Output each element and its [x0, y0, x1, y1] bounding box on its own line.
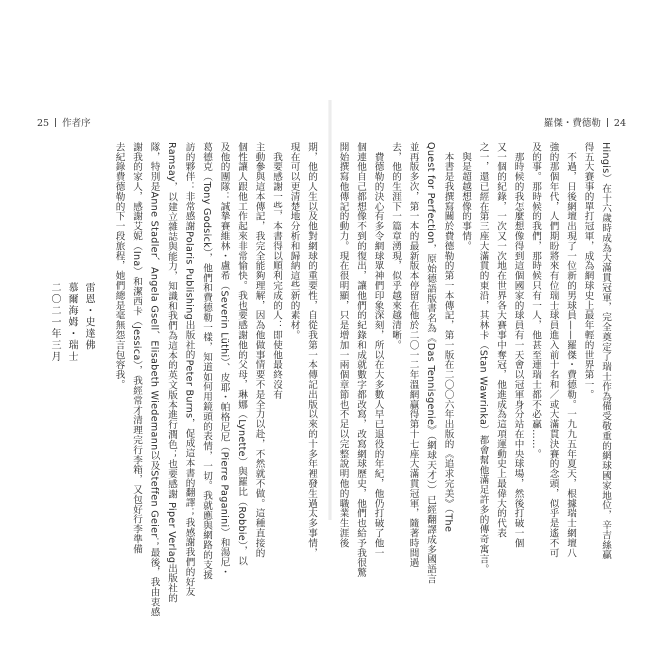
text-column: 個性讓人跟他工作起來非常愉快。我也要感謝他的父母，琳娜（Lynette）與羅比（Robbie），以 [236, 142, 247, 566]
text-column: Hingis）在十六歲時成為大滿貫冠軍，完全奠定了瑞士作為備受敬重的網球國家地位，辛吉絲贏 [600, 142, 611, 560]
text-column: 與是超越想像的事情。 [460, 142, 471, 251]
text-column: 謝我的家人，感謝艾妮（Ina）和潔西卡（Jessica），我經常才清理完行李箱，又包好行李準備 [131, 142, 142, 554]
left-running-title: 作者序 [62, 118, 91, 129]
text-column: 及他的團隊：誠摯賽維林・盧希（Severin Lüthi）、皮耶・帕格尼尼（Pierre Paganini）和湯尼・ [218, 142, 230, 577]
text-column: 隊，特別是Anne Stadler、Angela Gsell、Elisabeth Wiedemann以及Steffen Geier；最後，我由衷感 [148, 142, 160, 617]
text-column: 個連他自己都想像不到的復出，讓他們的紀錄和成就數字都改寫，改寫網球歷史，他們也給予我很驚 [355, 142, 366, 578]
text-column: 不過，日後網壇出現了一位新的男球員——羅傑・費德勒。一九九五年夏天，根據瑞士網壇八 [565, 142, 576, 558]
text-column: 得五大賽事的單打冠軍，成為網球史上最年輕的世界第一。 [582, 142, 594, 400]
text-column: 葛德克（Tony Godsick），他們和費德勒一樣，知道如何用鏡頭的表情，一切。我就應與網路的支援 [201, 142, 212, 580]
right-page-number: 24 [613, 118, 626, 129]
text-column: 主動參與這本傳記，我完全能夠理解，因為他做事情要不是全力以赴，不然就不做。這種直接的 [253, 142, 265, 558]
author-signature-block [46, 282, 97, 502]
text-column: 去紀錄費德勒的下一段旅程，她們總是毫無怨言包容我。 [113, 142, 125, 390]
text-column: 費德勒的決心有多令網球眾神們印象深刻，所以在大多數人早已退役的年紀，他仍打破了他一 [372, 142, 384, 558]
author-date: 二〇二一年三月 [49, 282, 60, 363]
author-name: 雷恩・史達佛 [83, 282, 94, 351]
right-running-head [544, 115, 626, 129]
right-page [332, 100, 628, 584]
text-column: 我要感謝一些，本書得以順利完成的人：即使他最終沒有 [271, 142, 282, 400]
text-column: 現在可以更清楚地分析和歸納這些新的素材。 [288, 142, 300, 340]
text-column: 去，他的生涯下一篇章湧現，似乎越來越清晰。 [390, 142, 401, 350]
text-column: 又一個的紀錄，一次又一次地在世界各大賽事中奪冠，他進成為這項運動史上最偉大的代表 [495, 142, 506, 538]
text-column: 並再版多次，第一本的最新版本停留在他於二〇一二年溫網贏得第十七座大滿貫冠軍，隨著時間過 [407, 142, 419, 568]
text-column: 之一，還已經在第三座大滿貫的東沿，其林卡（Stan Wawrinka）都會幫他滿足許多的傳奇寓言。 [477, 142, 489, 574]
running-head-divider [607, 118, 608, 127]
left-running-head [37, 115, 91, 129]
text-column: 那時候的我怎麼想像得到這個國家的球員有一天會以冠軍身分站在中央球場，然後打破一個 [512, 142, 524, 548]
text-column: 期，他的人生以及他對網球的重要性，自從我第一本傳記出版以來的十多年裡發生過太多事情， [306, 142, 317, 558]
text-column: 強的那個年代，人們期盼將來有位瑞士球員進入前十名和／或大滿貫決賽的念頭，似乎是遙不可 [547, 142, 559, 558]
text-column: 本書是我撰寫關於費德勒的第一本傳記，第一版在二〇〇六年出版的《追求完美》（The [442, 142, 454, 533]
left-page-number: 25 [37, 118, 50, 129]
left-page [32, 100, 328, 617]
right-running-title: 羅傑・費德勒 [543, 118, 601, 129]
author-location: 慕爾海姆・瑞士 [66, 282, 77, 363]
right-body-text [337, 142, 614, 584]
running-head-divider [55, 118, 56, 127]
text-column: 開始撰寫他傳記的動力。現在很明顯，只是增加一兩個章節也不足以完整說明他的職業生涯後 [337, 142, 349, 548]
left-body-text [70, 142, 320, 617]
text-column: Ramsay，以建立雜誌與能力，知識和我們為這本的英文版本進行潤色；也要感謝 Piper Verlag出版社的 [166, 142, 177, 603]
text-column: 及的事。那時候的我們，那時候只有一人，他甚至連瑞士都不必贏……。 [530, 142, 541, 459]
text-column: Quest for Perfection，原始德語版書名為《Das Tennisgenie》（網球天才））已經翻譯成多國語言 [425, 142, 436, 584]
text-column: 訪的夥伴：非常感謝Polaris Publishing出版社的Peter Burns，促成這本書的翻譯；我感謝我們的好友 [183, 142, 195, 597]
